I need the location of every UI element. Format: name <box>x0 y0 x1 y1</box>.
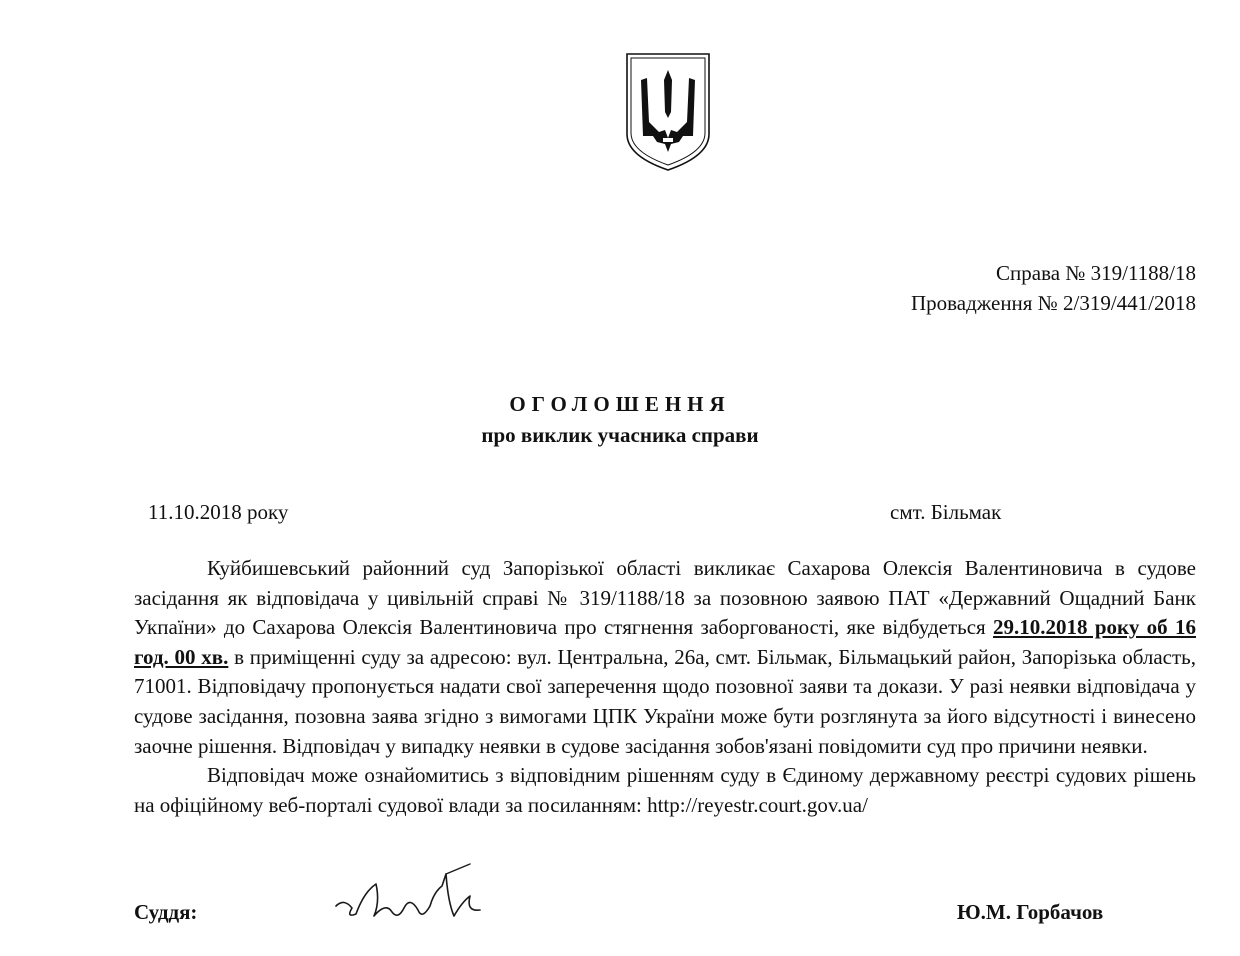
judge-name: Ю.М. Горбачов <box>957 900 1104 924</box>
paragraph-summons-text-1: Куйбишевський районний суд Запорізької області викликає Сахарова Олексія Валентиновича в судове засідання як відповідача у цивільній справі № 319/1188/18 за позовною заявою ПАТ «Державний Ощадний Банк Укпаїни» до Сахарова Олексія Валентиновича про стягнення заборгованості, яке відбудеться <box>134 556 1196 640</box>
notice-subtitle: про виклик учасника справи <box>481 423 759 447</box>
notice-place: смт. Більмак <box>890 500 1002 524</box>
paragraph-summons <box>134 554 1196 761</box>
proceeding-number: Провадження № 2/319/441/2018 <box>910 291 1196 315</box>
hearing-datetime: 29.10.2018 року об 16 год. 00 хв. <box>134 615 1196 669</box>
judge-label: Суддя: <box>134 900 198 924</box>
paragraph-summons-text-2: в приміщенні суду за адресою: вул. Центральна, 26а, смт. Більмак, Більмацький район, Запорізька область, 71001. Відповідачу пропонується надати свої заперечення щодо позовної заяви та докази. У разі неявки відповідача у судове засідання, позовна заява згідно з вимогами ЦПК України може бути розглянута за його відсутності і винесено заочне рішення. Відповідач у випадку неявки в судове засідання зобов'язані повідомити суд про причини неявки. <box>134 644 1196 758</box>
paragraph-registry: Відповідач може ознайомитись з відповідним рішенням суду в Єдиному державному реєстрі судових рішень на офіційному веб-порталі судової влади за посиланням: http://reyestr.court.gov.ua/ <box>134 763 1196 817</box>
notice-date: 11.10.2018 року <box>148 500 289 524</box>
notice-title: ОГОЛОШЕННЯ <box>509 392 731 416</box>
notice-body <box>134 554 1196 820</box>
case-info <box>911 258 1196 318</box>
case-number: Справа № 319/1188/18 <box>996 261 1196 285</box>
signature-icon <box>330 862 490 932</box>
coat-of-arms-icon <box>625 52 711 172</box>
